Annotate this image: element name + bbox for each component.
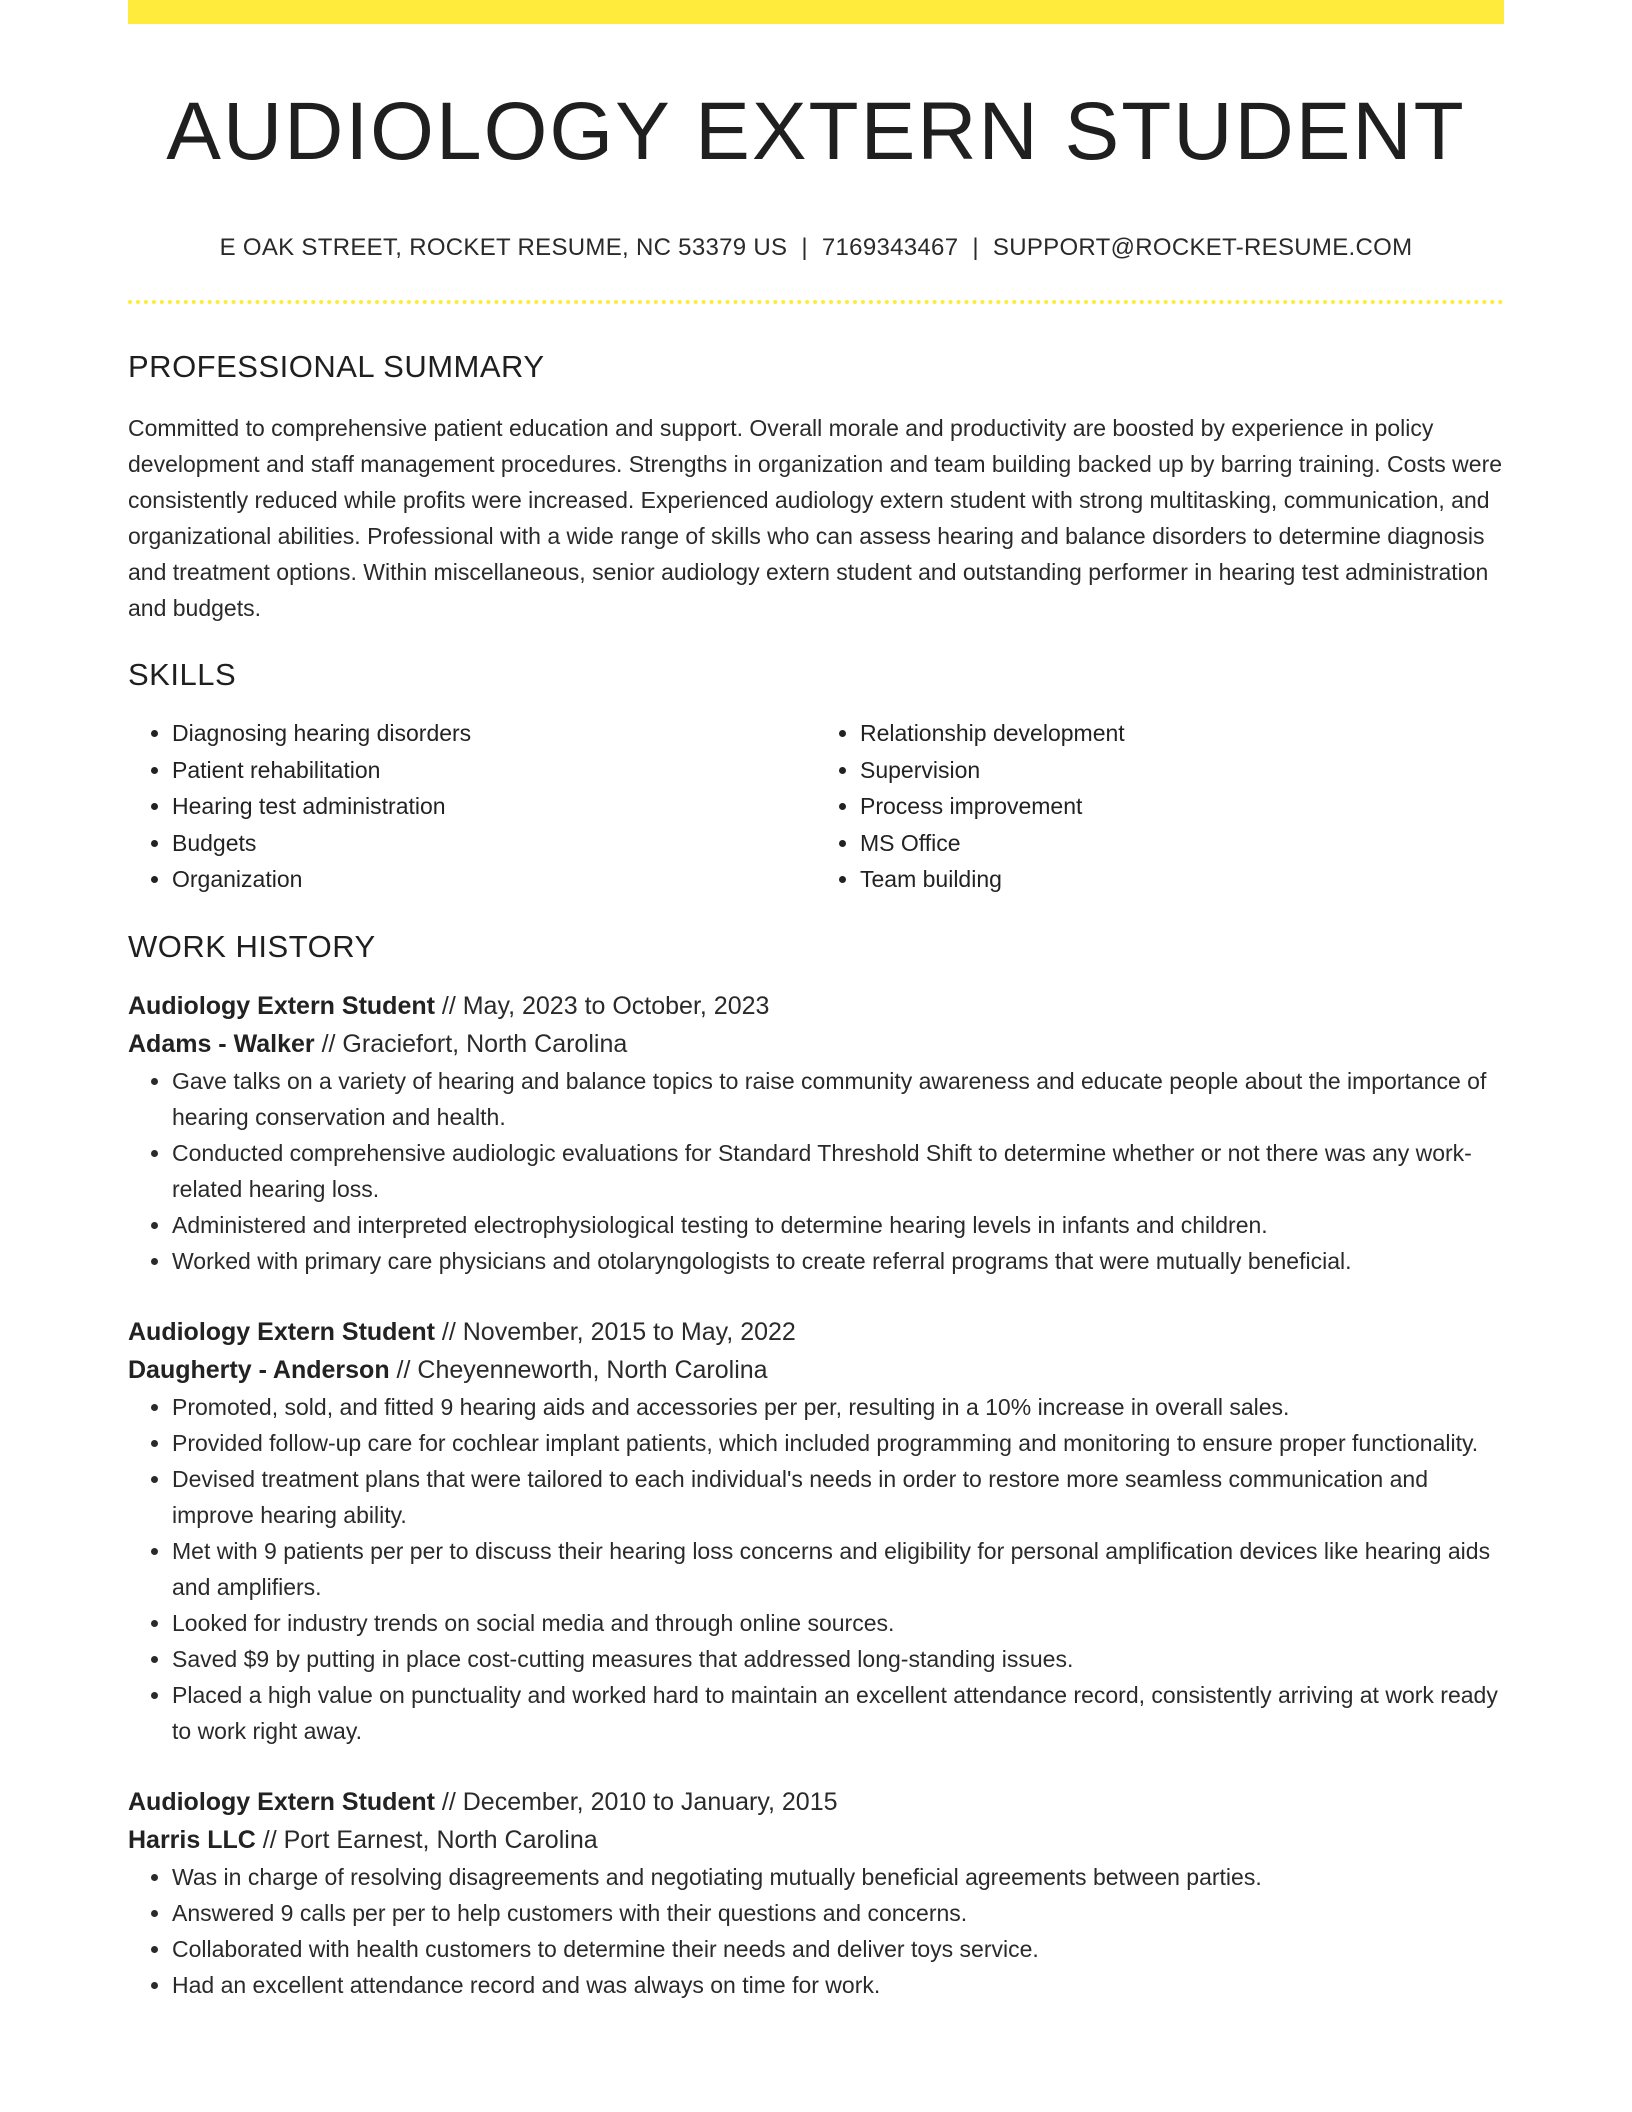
email[interactable]: SUPPORT@ROCKET-RESUME.COM xyxy=(992,233,1413,261)
skill-item: • Relationship development xyxy=(860,715,1504,752)
job-company-line xyxy=(128,1821,1504,1859)
skills-list xyxy=(128,715,1504,898)
job-title: Audiology Extern Student xyxy=(128,1317,435,1346)
resume-page xyxy=(128,0,1504,2003)
accent-bar xyxy=(128,0,1504,24)
skill-item: • Supervision xyxy=(860,752,1504,789)
skills-heading: SKILLS xyxy=(128,657,237,693)
job-bullet: • Collaborated with health customers to determine their needs and deliver toys service. xyxy=(172,1931,1504,1967)
job-company-line xyxy=(128,1025,1504,1063)
skill-item: • Team building xyxy=(860,861,1504,898)
job-title-line xyxy=(128,1783,1504,1821)
work-history-heading: WORK HISTORY xyxy=(128,928,376,964)
summary-text: Committed to comprehensive patient education and support. Overall morale and productivity are boosted by experience in policy development and staff management procedures. Strengths in organization and team building backed up by barring training. Costs were consistently reduced while profits were increased. Experienced audiology extern student with strong multitasking, communication, and organizational abilities. Professional with a wide range of skills who can assess hearing and balance disorders to determine diagnosis and treatment options. Within miscellaneous, senior audiology extern student and outstanding performer in hearing test administration and budgets. xyxy=(128,415,1503,622)
job-bullets xyxy=(128,1859,1504,2003)
skill-item: • Diagnosing hearing disorders xyxy=(172,715,816,752)
address: E OAK STREET, ROCKET RESUME, NC 53379 US xyxy=(219,233,788,261)
job-company: Harris LLC xyxy=(128,1825,256,1854)
skills-column-right xyxy=(816,715,1504,898)
skill-item: • Patient rehabilitation xyxy=(172,752,816,789)
job-dates: // November, 2015 to May, 2022 xyxy=(434,1317,796,1346)
job-bullet: • Was in charge of resolving disagreements and negotiating mutually beneficial agreements between parties. xyxy=(172,1859,1504,1895)
job-bullet: • Placed a high value on punctuality and worked hard to maintain an excellent attendance record, consistently arriving at work ready to work right away. xyxy=(172,1677,1504,1749)
skills-column-left xyxy=(128,715,816,898)
separator: | xyxy=(972,233,979,261)
phone[interactable]: 7169343467 xyxy=(821,233,959,261)
job-company: Adams - Walker xyxy=(128,1029,315,1058)
skill-item: • Hearing test administration xyxy=(172,788,816,825)
job-bullets xyxy=(128,1389,1504,1749)
job-bullet: • Looked for industry trends on social media and through online sources. xyxy=(172,1605,1504,1641)
job-bullet: • Provided follow-up care for cochlear implant patients, which included programming and monitoring to ensure proper functionality. xyxy=(172,1425,1504,1461)
job-company-line xyxy=(128,1351,1504,1389)
job-bullet: • Answered 9 calls per per to help customers with their questions and concerns. xyxy=(172,1895,1504,1931)
job-bullet: • Devised treatment plans that were tailored to each individual's needs in order to restore more seamless communication and improve hearing ability. xyxy=(172,1461,1504,1533)
job-title: Audiology Extern Student xyxy=(128,1787,435,1816)
job-bullet: • Saved $9 by putting in place cost-cutting measures that addressed long-standing issues. xyxy=(172,1641,1504,1677)
job-dates: // December, 2010 to January, 2015 xyxy=(434,1787,838,1816)
summary-heading: PROFESSIONAL SUMMARY xyxy=(128,348,545,384)
job-bullet: • Worked with primary care physicians and otolaryngologists to create referral programs that were mutually beneficial. xyxy=(172,1243,1504,1279)
job-dates: // May, 2023 to October, 2023 xyxy=(434,991,770,1020)
job-bullet: • Had an excellent attendance record and was always on time for work. xyxy=(172,1967,1504,2003)
job-bullet: • Administered and interpreted electrophysiological testing to determine hearing levels in infants and children. xyxy=(172,1207,1504,1243)
job-bullet: • Conducted comprehensive audiologic evaluations for Standard Threshold Shift to determine whether or not there was any work-related hearing loss. xyxy=(172,1135,1504,1207)
job-location: // Port Earnest, North Carolina xyxy=(255,1825,598,1854)
resume-title: AUDIOLOGY EXTERN STUDENT xyxy=(166,86,1466,177)
job-location: // Graciefort, North Carolina xyxy=(314,1029,628,1058)
dotted-divider xyxy=(128,300,1504,304)
job-entry xyxy=(128,1783,1504,2003)
job-bullet: • Promoted, sold, and fitted 9 hearing aids and accessories per per, resulting in a 10% increase in overall sales. xyxy=(172,1389,1504,1425)
contact-line xyxy=(128,234,1504,262)
job-title-line xyxy=(128,1313,1504,1351)
skill-item: • MS Office xyxy=(860,825,1504,862)
job-title-line xyxy=(128,987,1504,1025)
job-bullet: • Met with 9 patients per per to discuss their hearing loss concerns and eligibility for personal amplification devices like hearing aids and amplifiers. xyxy=(172,1533,1504,1605)
job-bullet: • Gave talks on a variety of hearing and balance topics to raise community awareness and educate people about the importance of hearing conservation and health. xyxy=(172,1063,1504,1135)
job-entry xyxy=(128,1313,1504,1749)
skill-item: • Budgets xyxy=(172,825,816,862)
skill-item: • Process improvement xyxy=(860,788,1504,825)
work-history-list xyxy=(128,987,1504,2003)
job-title: Audiology Extern Student xyxy=(128,991,435,1020)
separator: | xyxy=(801,233,808,261)
skill-item: • Organization xyxy=(172,861,816,898)
job-company: Daugherty - Anderson xyxy=(128,1355,390,1384)
job-entry xyxy=(128,987,1504,1279)
job-bullets xyxy=(128,1063,1504,1279)
job-location: // Cheyenneworth, North Carolina xyxy=(389,1355,768,1384)
